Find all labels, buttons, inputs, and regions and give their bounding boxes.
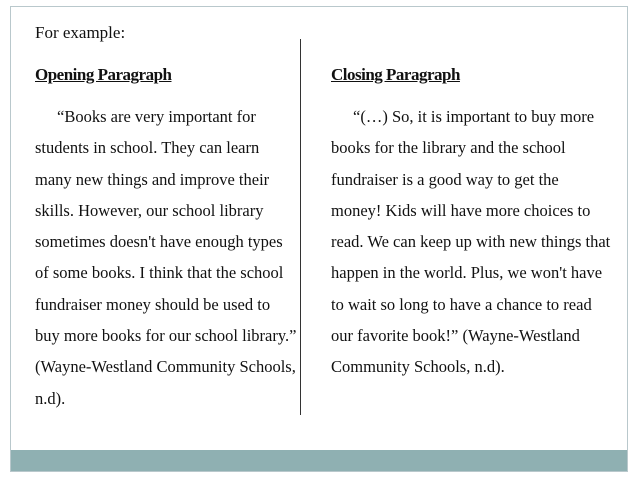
footer-bar bbox=[11, 450, 627, 471]
opening-paragraph-column bbox=[35, 65, 297, 414]
opening-paragraph-heading: Opening Paragraph bbox=[35, 65, 172, 84]
closing-paragraph-text: “(…) So, it is important to buy more books for the library and the school fundraiser is a good way to get the money! Kids will have more choices to read. We can keep up with new things that happen in the world. Plus, we won't have to wait so long to have a chance to read our favorite book!” (Wayne-Westland Community Schools, n.d). bbox=[331, 107, 611, 377]
intro-text: For example: bbox=[35, 23, 126, 42]
slide bbox=[10, 6, 628, 472]
opening-paragraph-text: “Books are very important for students in school. They can learn many new things and improve their skills. However, our school library sometimes doesn't have enough types of some books. I think that the school fundraiser money should be used to buy more books for our school library.” (Wayne-Westland Community Schools, n.d). bbox=[35, 107, 297, 408]
column-divider bbox=[300, 39, 301, 415]
closing-paragraph-column bbox=[331, 65, 613, 383]
closing-paragraph-heading: Closing Paragraph bbox=[331, 65, 460, 84]
